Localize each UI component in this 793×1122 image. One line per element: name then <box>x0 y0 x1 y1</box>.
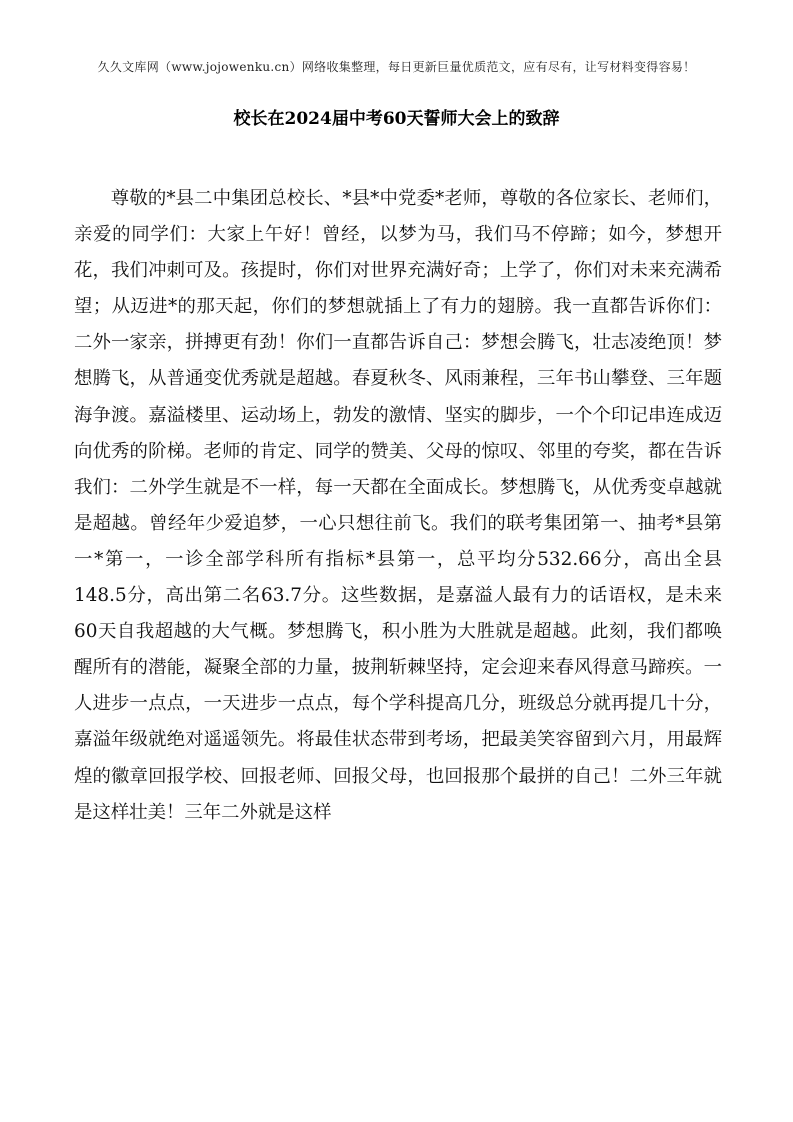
document-title: 校长在2024届中考60天誓师大会上的致辞 <box>233 109 560 129</box>
header-note: 久久文库网（www.jojowenku.cn）网络收集整理，每日更新巨量优质范文，应有尽有，让写材料变得容易！ <box>97 60 696 74</box>
body-paragraph: 尊敬的*县二中集团总校长、*县*中党委*老师，尊敬的各位家长、老师们，亲爱的同学们：大家上午好！曾经，以梦为马，我们马不停蹄；如今，梦想开花，我们冲刺可及。孩提时，你们对世界充满好奇；上学了，你们对未来充满希望；从迈进*的那天起，你们的梦想就插上了有力的翅膀。我一直都告诉你们：二外一家亲，拼搏更有劲！你们一直都告诉自己：梦想会腾飞，壮志凌绝顶！梦想腾飞，从普通变优秀就是超越。春夏秋冬、风雨兼程，三年书山攀登、三年题海争渡。嘉溢楼里、运动场上，勃发的激情、坚实的脚步，一个个印记串连成迈向优秀的阶梯。老师的肯定、同学的赞美、父母的惊叹、邻里的夸奖，都在告诉我们：二外学生就是不一样，每一天都在全面成长。梦想腾飞，从优秀变卓越就是超越。曾经年少爱追梦，一心只想往前飞。我们的联考集团第一、抽考*县第一*第一，一诊全部学科所有指标*县第一，总平均分532.66分，高出全县148.5分，高出第二名63.7分。这些数据，是嘉溢人最有力的话语权，是未来60天自我超越的大气概。梦想腾飞，积小胜为大胜就是超越。此刻，我们都唤醒所有的潜能，凝聚全部的力量，披荆斩棘坚持，定会迎来春风得意马蹄疾。一人进步一点点，一天进步一点点，每个学科提高几分，班级总分就再提几十分，嘉溢年级就绝对遥遥领先。将最佳状态带到考场，把最美笑容留到六月，用最辉煌的徽章回报学校、回报老师、回报父母，也回报那个最拼的自己！二外三年就是这样壮美！三年二外就是这样 <box>74 188 722 823</box>
